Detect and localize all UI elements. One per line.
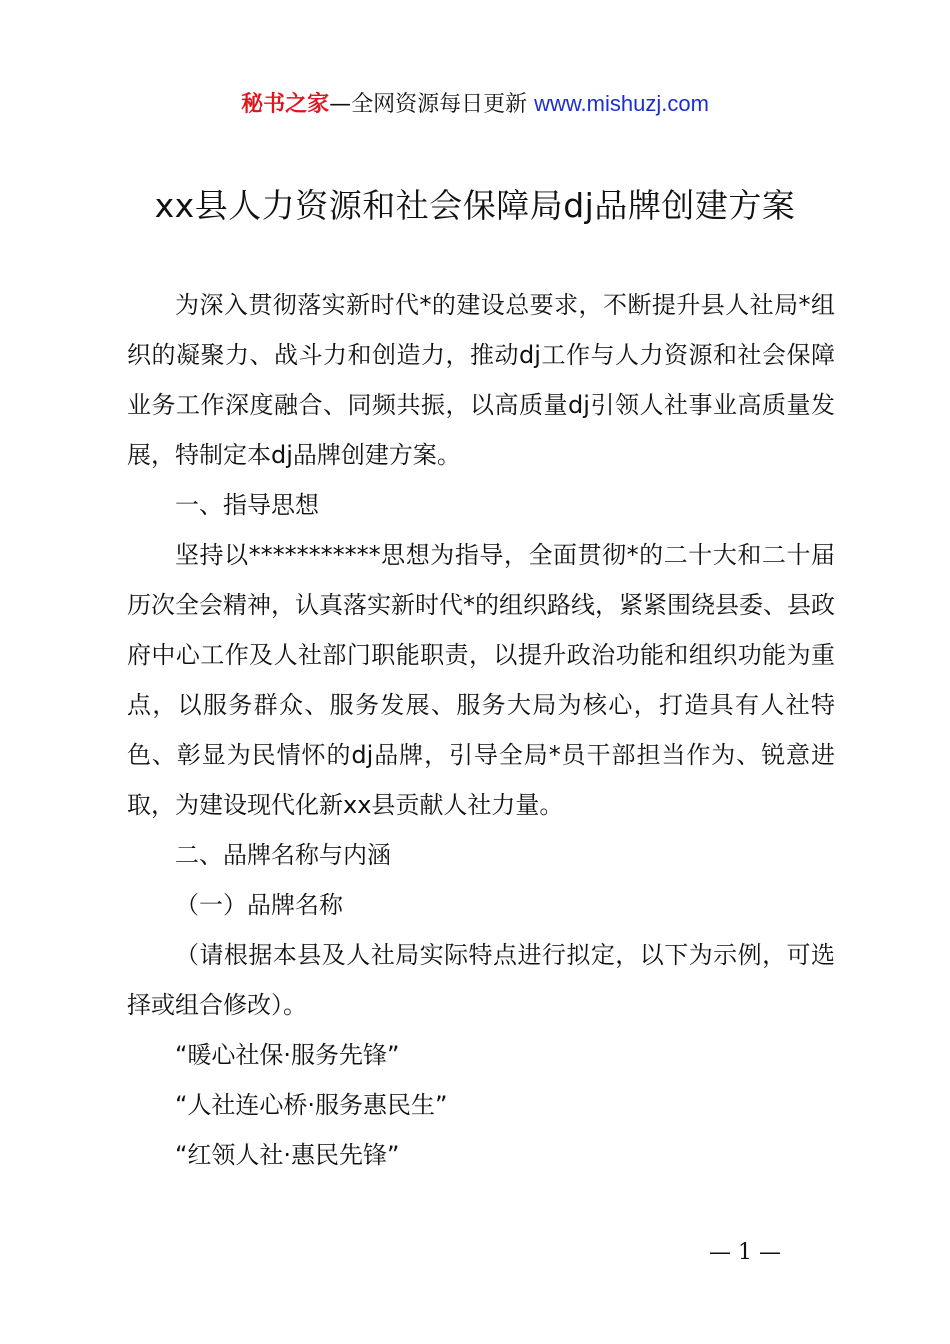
intro-paragraph: 为深入贯彻落实新时代*的建设总要求，不断提升县人社局*组织的凝聚力、战斗力和创造力，推动dj工作与人力资源和社会保障业务工作深度融合、同频共振，以高质量dj引领人社事业高质量发展，特制定本dj品牌创建方案。 <box>127 291 835 469</box>
section-heading-brand-name: 二、品牌名称与内涵 <box>175 841 391 869</box>
document-body <box>127 280 835 1180</box>
subsection-heading-brand-name: （一）品牌名称 <box>175 891 343 919</box>
section-heading-guiding-ideology: 一、指导思想 <box>175 491 319 519</box>
site-brand: 秘书之家 <box>241 92 330 117</box>
site-banner <box>0 88 950 121</box>
page-number: — 1 — <box>709 1240 781 1265</box>
brand-example-item: “红领人社·惠民先锋” <box>175 1141 400 1169</box>
guiding-ideology-paragraph: 坚持以***********思想为指导，全面贯彻*的二十大和二十届历次全会精神，认真落实新时代*的组织路线，紧紧围绕县委、县政府中心工作及人社部门职能职责，以提升政治功能和组织功能为重点，以服务群众、服务发展、服务大局为核心，打造具有人社特色、彰显为民情怀的dj品牌，引导全局*员干部担当作为、锐意进取，为建设现代化新xx县贡献人社力量。 <box>127 541 835 819</box>
brand-example-item: “人社连心桥·服务惠民生” <box>175 1091 448 1119</box>
site-url-link[interactable]: www.mishuzj.com <box>534 91 709 116</box>
brand-example-item: “暖心社保·服务先锋” <box>175 1041 400 1069</box>
site-tagline: —全网资源每日更新 <box>329 92 535 117</box>
brand-name-note: （请根据本县及人社局实际特点进行拟定，以下为示例，可选择或组合修改）。 <box>127 941 835 1019</box>
document-title: xx县人力资源和社会保障局dj品牌创建方案 <box>154 186 796 225</box>
